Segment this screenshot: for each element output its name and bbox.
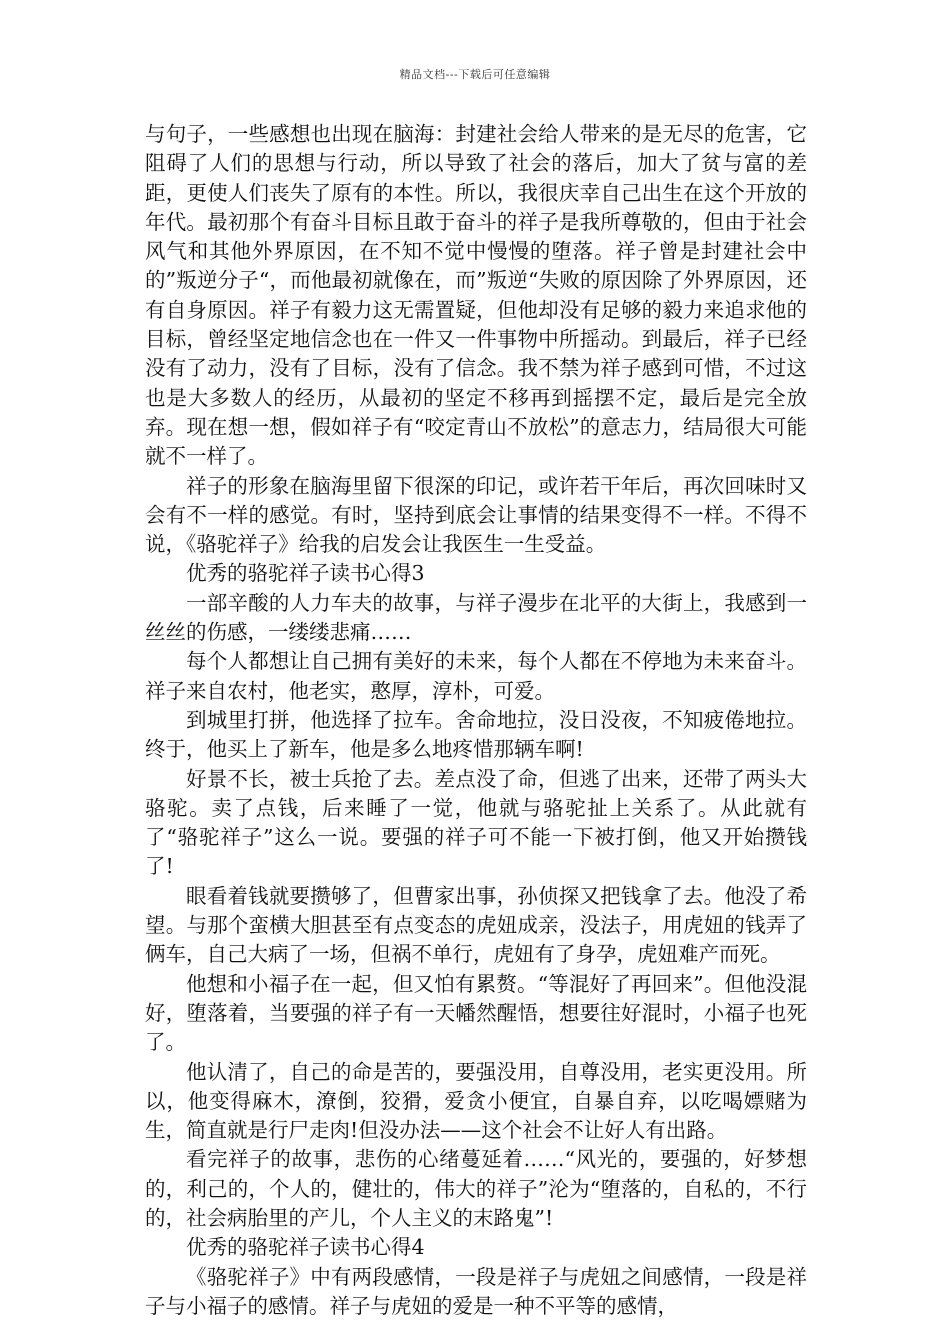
page-header: 精品文档---下载后可任意编辑 [399, 68, 551, 81]
paragraph: 到城里打拼，他选择了拉车。舍命地拉，没日没夜，不知疲倦地拉。终于，他买上了新车，他是多么地疼惜那辆车啊! [145, 707, 807, 762]
paragraph: 眼看着钱就要攒够了，但曹家出事，孙侦探又把钱拿了去。他没了希望。与那个蛮横大胆甚至有点变态的虎妞成亲，没法子，用虎妞的钱弄了俩车，自己大病了一场，但祸不单行，虎妞有了身孕，虎妞难产而死。 [145, 883, 807, 967]
paragraph: 与句子，一些感想也出现在脑海：封建社会给人带来的是无尽的危害，它阻碍了人们的思想与行动，所以导致了社会的落后，加大了贫与富的差距，更使人们丧失了原有的本性。所以，我很庆幸自己出生在这个开放的年代。最初那个有奋斗目标且敢于奋斗的祥子是我所尊敬的，但由于社会风气和其他外界原因，在不知不觉中慢慢的堕落。祥子曾是封建社会中的”叛逆分子“，而他最初就像在，而”叛逆“失败的原因除了外界原因，还有自身原因。祥子有毅力这无需置疑，但他却没有足够的毅力来追求他的目标，曾经坚定地信念也在一件又一件事物中所摇动。到最后，祥子已经没有了动力，没有了目标，没有了信念。我不禁为祥子感到可惜，不过这也是大多数人的经历，从最初的坚定不移再到摇摆不定，最后是完全放弃。现在想一想，假如祥子有“咬定青山不放松”的意志力，结局很大可能就不一样了。 [145, 122, 807, 469]
document-body [145, 120, 807, 1321]
section-heading: 优秀的骆驼祥子读书心得3 [186, 561, 425, 586]
paragraph: 好景不长，被士兵抢了去。差点没了命，但逃了出来，还带了两头大骆驼。卖了点钱，后来睡了一觉，他就与骆驼扯上关系了。从此就有了“骆驼祥子”这么一说。要强的祥子可不能一下被打倒，他又开始攒钱了! [145, 766, 807, 879]
paragraph: 祥子的形象在脑海里留下很深的印记，或许若干年后，再次回味时又会有不一样的感觉。有时，坚持到底会让事情的结果变得不一样。不得不说，《骆驼祥子》给我的启发会让我医生一生受益。 [145, 473, 807, 557]
paragraph: 每个人都想让自己拥有美好的未来，每个人都在不停地为未来奋斗。祥子来自农村，他老实，憨厚，淳朴，可爱。 [145, 649, 807, 703]
paragraph: 他认清了，自己的命是苦的，要强没用，自尊没用，老实更没用。所以，他变得麻木，潦倒，狡猾，爱贪小便宜，自暴自弃，以吃喝嫖赌为生，简直就是行尸走肉!但没办法——这个社会不让好人有出路。 [145, 1059, 807, 1143]
section-heading: 优秀的骆驼祥子读书心得4 [186, 1235, 425, 1260]
paragraph: 他想和小福子在一起，但又怕有累赘。“等混好了再回来”。但他没混好，堕落着，当要强的祥子有一天幡然醒悟，想要往好混时，小福子也死了。 [145, 971, 807, 1055]
paragraph: 《骆驼祥子》中有两段感情，一段是祥子与虎妞之间感情，一段是祥子与小福子的感情。祥子与虎妞的爱是一种不平等的感情， [145, 1264, 807, 1318]
paragraph: 一部辛酸的人力车夫的故事，与祥子漫步在北平的大街上，我感到一丝丝的伤感，一缕缕悲痛…… [145, 590, 807, 645]
paragraph: 看完祥子的故事，悲伤的心绪蔓延着……“风光的，要强的，好梦想的，利己的，个人的，健壮的，伟大的祥子”沦为“堕落的，自私的，不行的，社会病胎里的产儿，个人主义的末路鬼”! [145, 1147, 807, 1230]
